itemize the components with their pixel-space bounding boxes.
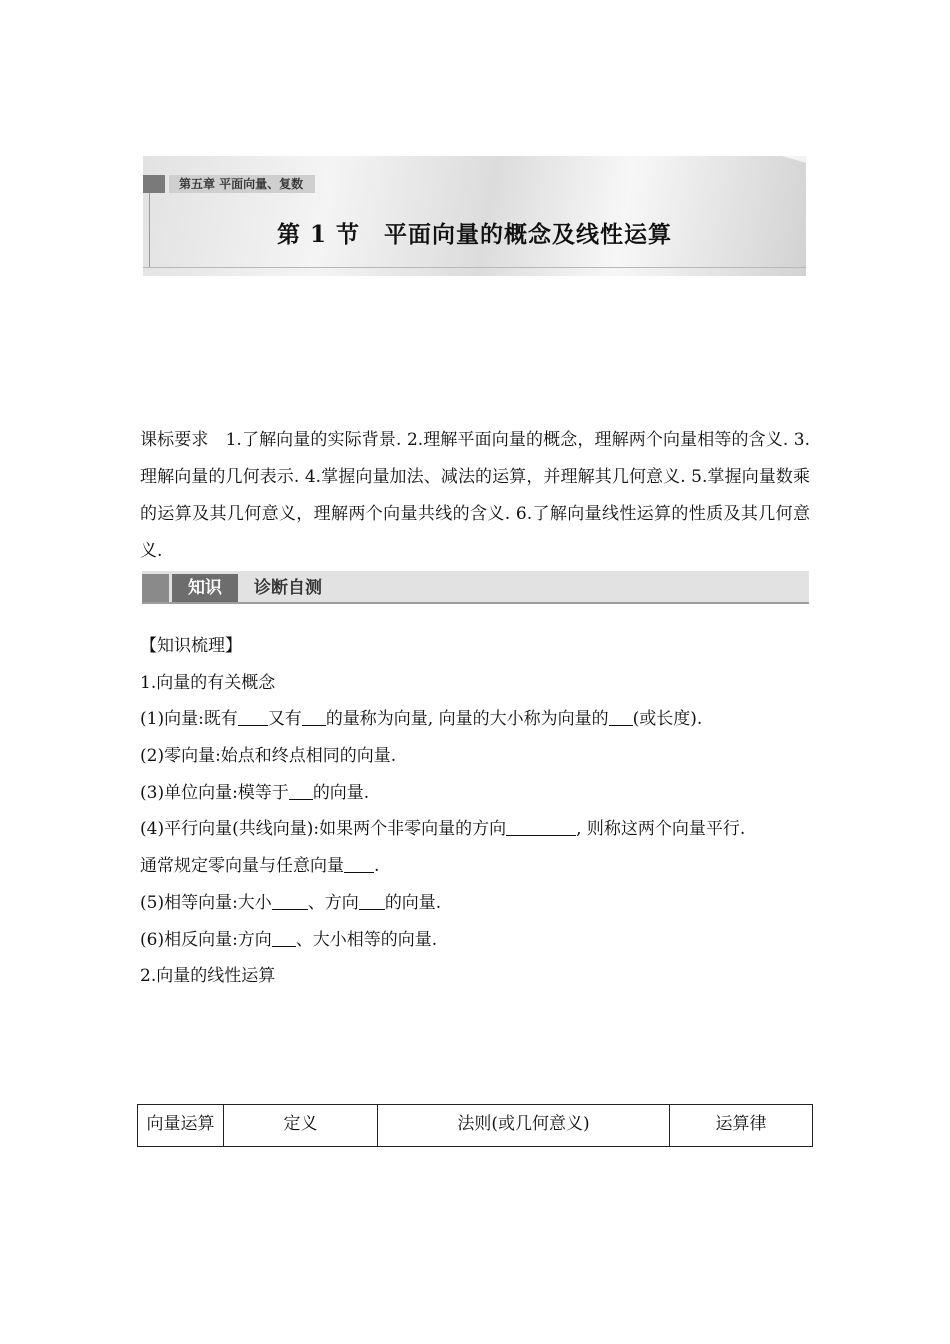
concept-equal-vector [140, 885, 820, 922]
table-header-cell: 法则(或几何意义) [378, 1105, 670, 1147]
concept-vector [140, 701, 820, 738]
section-bar-marker [142, 574, 169, 602]
answer-blank[interactable] [272, 889, 308, 910]
concept-opposite-vector [140, 922, 820, 959]
knowledge-heading: 【知识梳理】 [140, 636, 242, 656]
section-title: 第 1 节 平面向量的概念及线性运算 [276, 221, 673, 248]
answer-blank[interactable] [359, 889, 385, 910]
answer-blank[interactable] [272, 926, 296, 947]
section-bar [142, 571, 809, 604]
table-header-cell: 向量运算 [138, 1105, 224, 1147]
concept-vector-text-2: 又有 [267, 709, 302, 730]
concept-unit-text-1: (3)单位向量:模等于 [140, 782, 289, 803]
knowledge-content [140, 628, 820, 995]
concept-zero-parallel-text-2: . [374, 856, 380, 877]
concept-equal-text-3: 的向量. [384, 892, 442, 913]
section-bar-title: 诊断自测 [254, 578, 322, 598]
operations-table [137, 1104, 813, 1147]
chapter-marker [143, 175, 165, 193]
concept-opposite-text-2: 、大小相等的向量. [295, 929, 438, 950]
answer-blank[interactable] [506, 815, 576, 836]
answer-blank[interactable] [609, 705, 633, 726]
table-header-cell: 定义 [224, 1105, 378, 1147]
concept-zero-vector: (2)零向量:始点和终点相同的向量. [140, 746, 397, 767]
concept-equal-text-1: (5)相等向量:大小 [140, 892, 272, 913]
answer-blank[interactable] [302, 705, 326, 726]
table-header-cell: 运算律 [670, 1105, 813, 1147]
section-bar-tag: 知识 [172, 574, 238, 602]
chapter-tag [143, 174, 315, 194]
concept-vector-text-4: (或长度). [632, 709, 703, 730]
concepts-title: 1.向量的有关概念 [140, 672, 276, 693]
chapter-label: 第五章 平面向量、复数 [169, 175, 315, 193]
curriculum-standards: 课标要求 1.了解向量的实际背景. 2.理解平面向量的概念，理解两个向量相等的含义. 3.理解向量的几何表示. 4.掌握向量加法、减法的运算，并理解其几何意义. 5.掌握向量数乘的运算及其几何意义，理解两个向量共线的含义. 6.了解向量线性运算的性质及其几何意义. [140, 430, 810, 561]
concept-zero-parallel-text-1: 通常规定零向量与任意向量 [140, 856, 344, 877]
concept-opposite-text-1: (6)相反向量:方向 [140, 929, 272, 950]
table-header-row [138, 1105, 813, 1147]
concept-vector-text-1: (1)向量:既有 [140, 709, 238, 730]
chapter-banner [143, 156, 806, 276]
concept-vector-text-3: 的量称为向量, 向量的大小称为向量的 [325, 709, 609, 730]
operations-title: 2.向量的线性运算 [140, 966, 276, 987]
answer-blank[interactable] [289, 779, 313, 800]
concept-zero-parallel [140, 848, 820, 885]
concept-unit-text-2: 的向量. [312, 782, 370, 803]
concept-equal-text-2: 、方向 [307, 892, 359, 913]
answer-blank[interactable] [344, 852, 374, 873]
concept-parallel-text-2: , 则称这两个向量平行. [576, 819, 746, 840]
concept-parallel-text-1: (4)平行向量(共线向量):如果两个非零向量的方向 [140, 819, 507, 840]
concept-unit-vector [140, 775, 820, 812]
concept-parallel-vector [140, 811, 820, 848]
answer-blank[interactable] [238, 705, 268, 726]
